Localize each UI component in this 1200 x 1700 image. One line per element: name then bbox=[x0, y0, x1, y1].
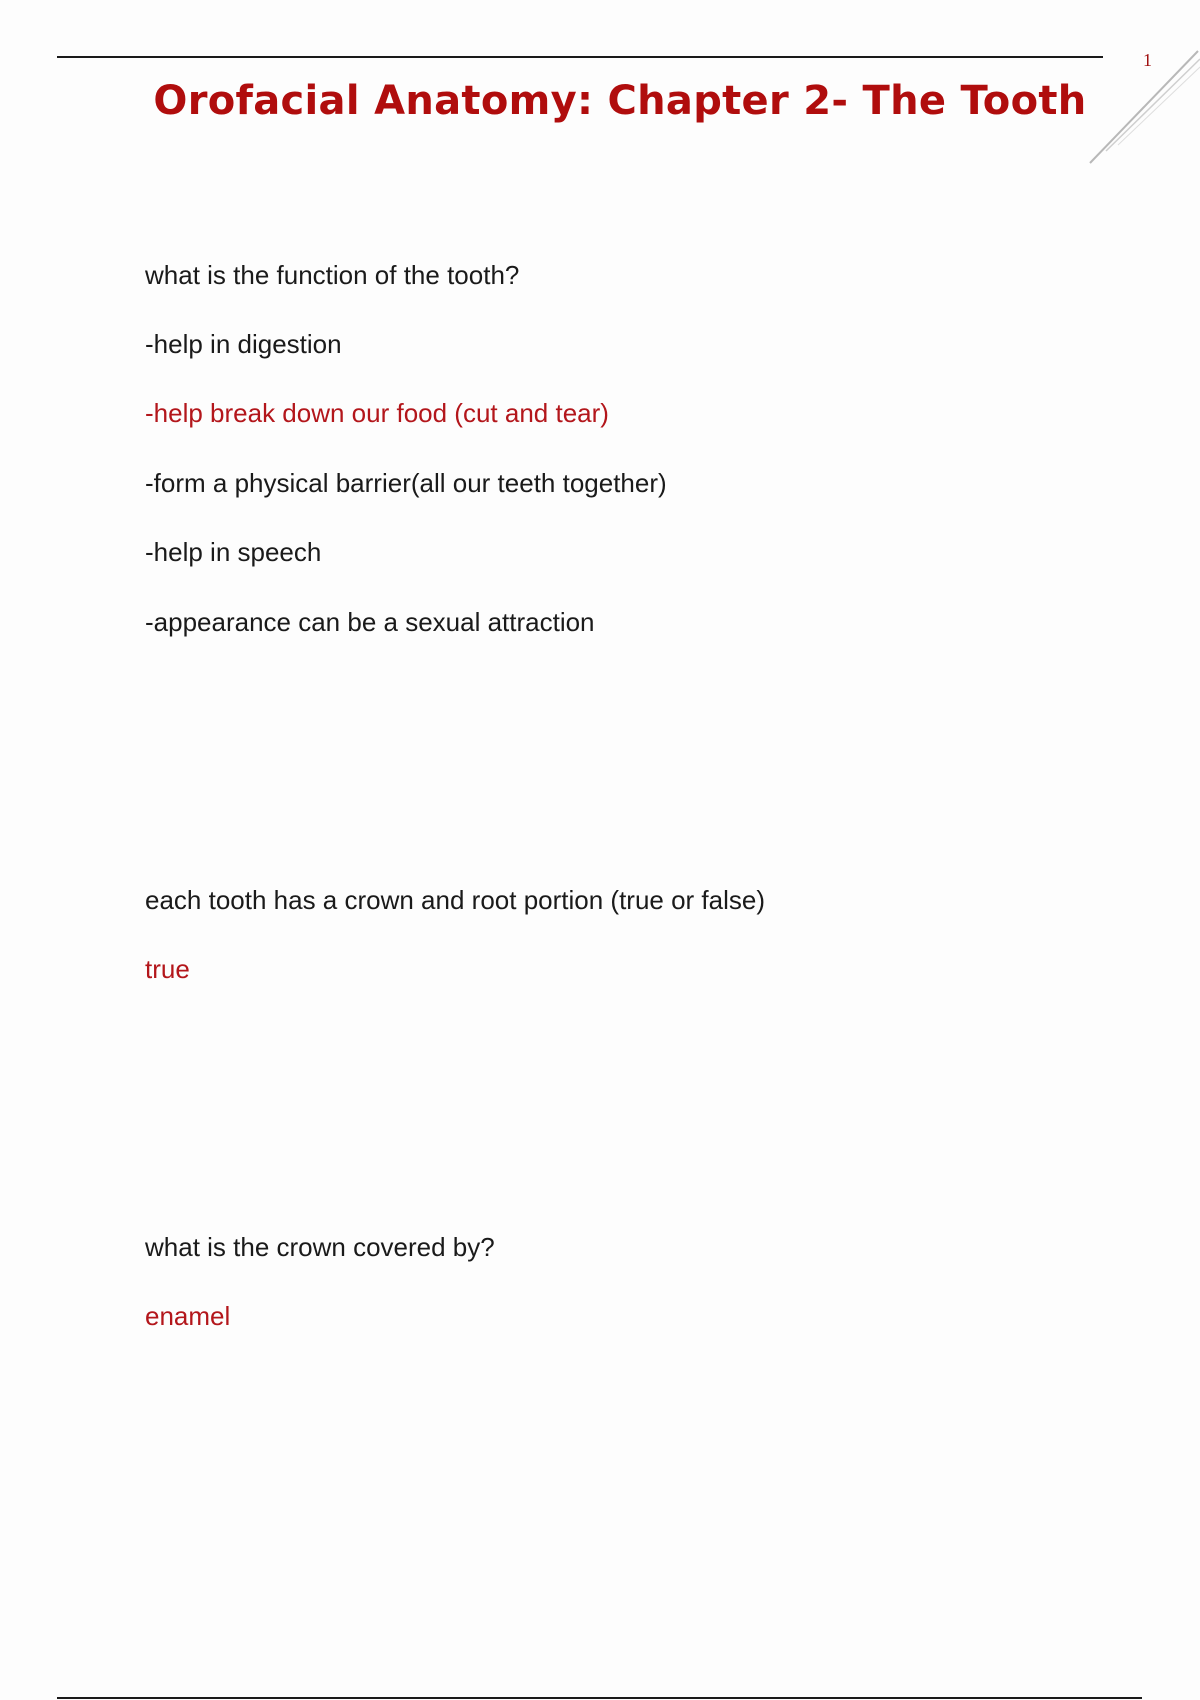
question-text: what is the function of the tooth? bbox=[145, 260, 520, 290]
page-number: 1 bbox=[1143, 50, 1152, 70]
answer-line: -form a physical barrier(all our teeth together) bbox=[145, 468, 667, 498]
answer-line: -help in digestion bbox=[145, 329, 342, 359]
answer-line: -help break down our food (cut and tear) bbox=[145, 398, 609, 428]
answer-line: enamel bbox=[145, 1301, 231, 1331]
document-title: Orofacial Anatomy: Chapter 2- The Tooth bbox=[153, 78, 1087, 124]
header-rule bbox=[57, 56, 1103, 58]
answer-line: -help in speech bbox=[145, 537, 322, 567]
answer-line: true bbox=[145, 954, 190, 984]
footer-rule bbox=[57, 1697, 1142, 1699]
question-text: each tooth has a crown and root portion (true or false) bbox=[145, 885, 766, 915]
question-text: what is the crown covered by? bbox=[145, 1232, 495, 1262]
answer-line: -appearance can be a sexual attraction bbox=[145, 607, 595, 637]
